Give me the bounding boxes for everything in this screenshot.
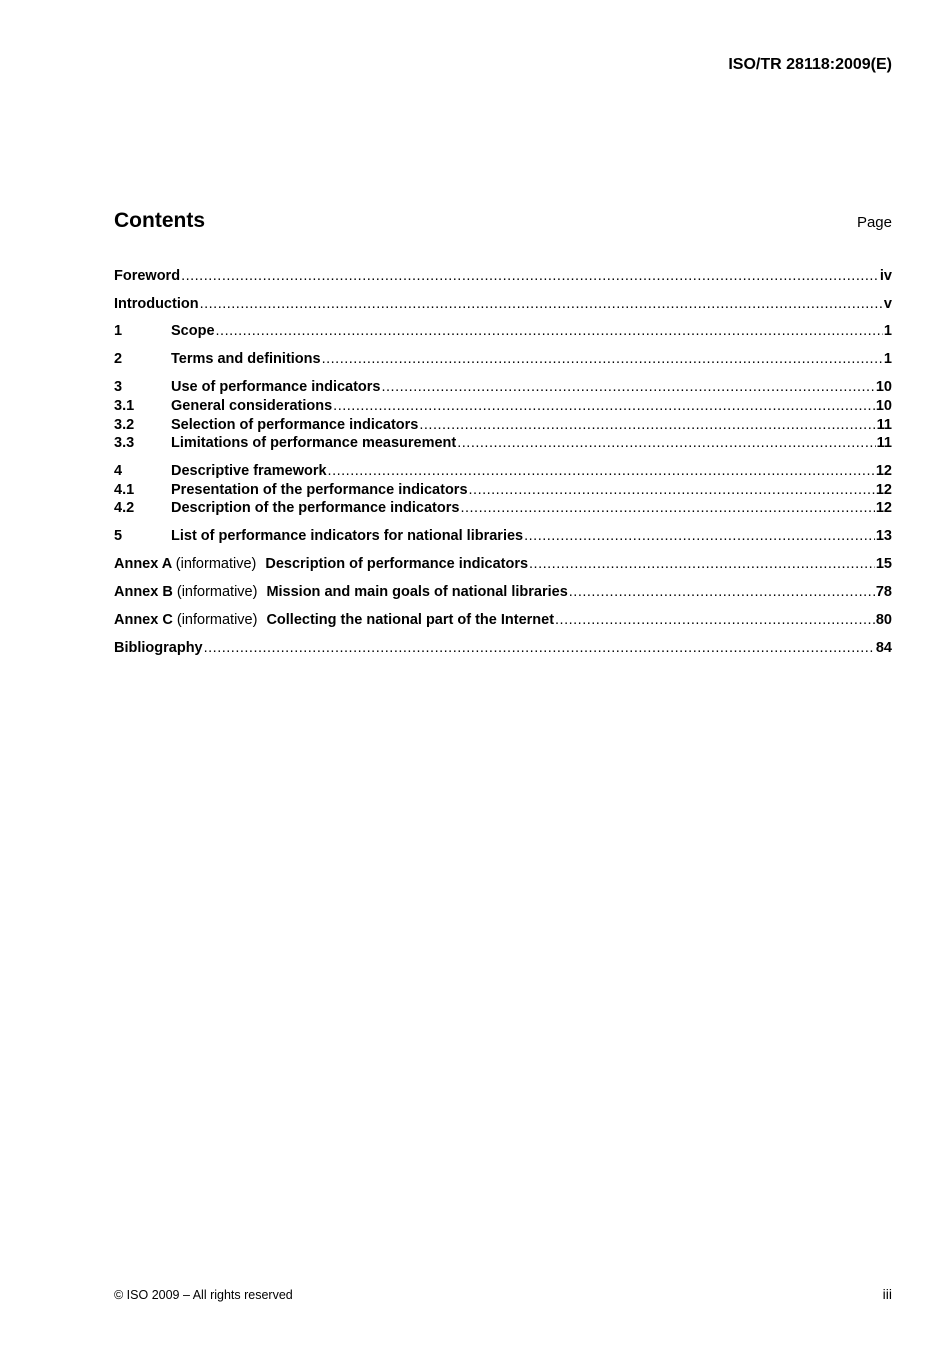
dot-leader	[529, 556, 875, 572]
toc-entry-label: Descriptive framework	[171, 463, 327, 479]
dot-leader	[322, 351, 883, 367]
toc-entry-page: 80	[875, 612, 892, 628]
toc-entry-page: iv	[879, 268, 892, 284]
toc-entry-label: Mission and main goals of national libraries	[266, 584, 568, 600]
toc-entry-scope[interactable]	[114, 323, 892, 341]
toc-entry-label: Use of performance indicators	[171, 379, 381, 395]
toc-entry-number: 3.2	[114, 417, 135, 433]
toc-entry-label: Terms and definitions	[171, 351, 321, 367]
toc-entry-label: Collecting the national part of the Internet	[266, 612, 555, 628]
toc-entry-number: 2	[114, 351, 123, 367]
toc-entry-number: 1	[114, 323, 123, 339]
toc-entry-page: 12	[875, 482, 892, 498]
toc-entry-page: 84	[875, 640, 892, 656]
dot-leader	[419, 417, 875, 433]
dot-leader	[460, 500, 874, 516]
toc-entry-annex-b[interactable]	[114, 584, 892, 602]
toc-entry-terms[interactable]	[114, 351, 892, 369]
dot-leader	[204, 640, 875, 656]
toc-entry-number: 4.2	[114, 500, 135, 516]
toc-entry-page: 11	[876, 435, 892, 451]
annex-prefix	[114, 612, 257, 628]
dot-leader	[469, 482, 875, 498]
footer-page-number: iii	[882, 1286, 892, 1302]
dot-leader	[555, 612, 875, 628]
dot-leader	[181, 268, 879, 284]
toc-entry-label: Scope	[171, 323, 215, 339]
table-of-contents	[114, 268, 892, 658]
toc-entry-section-3[interactable]	[114, 379, 892, 397]
dot-leader	[216, 323, 883, 339]
dot-leader	[200, 296, 883, 312]
document-id: ISO/TR 28118:2009(E)	[728, 56, 892, 73]
toc-entry-section-3-1[interactable]	[114, 398, 892, 416]
toc-entry-page: 12	[875, 500, 892, 516]
dot-leader	[382, 379, 875, 395]
toc-entry-page: 1	[883, 323, 892, 339]
toc-entry-label: General considerations	[171, 398, 333, 414]
page-column-label: Page	[856, 214, 892, 231]
annex-type: (informative)	[176, 612, 258, 628]
toc-entry-annex-c[interactable]	[114, 612, 892, 630]
toc-entry-label: Bibliography	[114, 640, 203, 656]
toc-entry-page: 11	[876, 417, 892, 433]
contents-title-row	[114, 209, 892, 233]
toc-entry-section-4-1[interactable]	[114, 482, 892, 500]
toc-entry-label: Description of the performance indicators	[171, 500, 460, 516]
toc-entry-number: 3.1	[114, 398, 135, 414]
annex-prefix	[114, 584, 257, 600]
page-title: Contents	[114, 209, 205, 232]
toc-entry-number: 5	[114, 528, 123, 544]
toc-entry-label: Presentation of the performance indicators	[171, 482, 468, 498]
annex-letter: Annex C	[114, 612, 173, 628]
toc-entry-number: 4	[114, 463, 123, 479]
toc-entry-introduction[interactable]	[114, 296, 892, 314]
dot-leader	[524, 528, 875, 544]
toc-entry-number: 4.1	[114, 482, 135, 498]
annex-type: (informative)	[176, 584, 258, 600]
toc-entry-page: 15	[875, 556, 892, 572]
toc-entry-page: 10	[875, 398, 892, 414]
toc-entry-section-5[interactable]	[114, 528, 892, 546]
annex-letter: Annex B	[114, 584, 173, 600]
toc-entry-page: 78	[875, 584, 892, 600]
toc-entry-label: Limitations of performance measurement	[171, 435, 457, 451]
toc-entry-label: Description of performance indicators	[265, 556, 529, 572]
toc-entry-section-3-3[interactable]	[114, 435, 892, 453]
toc-entry-section-4[interactable]	[114, 463, 892, 481]
annex-type: (informative)	[175, 556, 257, 572]
toc-entry-label: List of performance indicators for national libraries	[171, 528, 524, 544]
dot-leader	[569, 584, 875, 600]
toc-entry-number: 3.3	[114, 435, 135, 451]
toc-entry-label: Selection of performance indicators	[171, 417, 419, 433]
toc-entry-page: 13	[875, 528, 892, 544]
toc-entry-page: 1	[883, 351, 892, 367]
toc-entry-section-4-2[interactable]	[114, 500, 892, 518]
toc-entry-annex-a[interactable]	[114, 556, 892, 574]
dot-leader	[333, 398, 875, 414]
toc-entry-page: 10	[875, 379, 892, 395]
toc-entry-page: 12	[875, 463, 892, 479]
footer-copyright: © ISO 2009 – All rights reserved	[114, 1288, 293, 1302]
toc-entry-page: v	[883, 296, 892, 312]
toc-entry-foreword[interactable]	[114, 268, 892, 286]
toc-entry-number: 3	[114, 379, 123, 395]
toc-entry-section-3-2[interactable]	[114, 417, 892, 435]
annex-prefix	[114, 556, 256, 572]
annex-letter: Annex A	[114, 556, 172, 572]
toc-entry-label: Foreword	[114, 268, 181, 284]
toc-entry-bibliography[interactable]	[114, 640, 892, 658]
toc-entry-label: Introduction	[114, 296, 199, 312]
dot-leader	[328, 463, 875, 479]
dot-leader	[457, 435, 875, 451]
